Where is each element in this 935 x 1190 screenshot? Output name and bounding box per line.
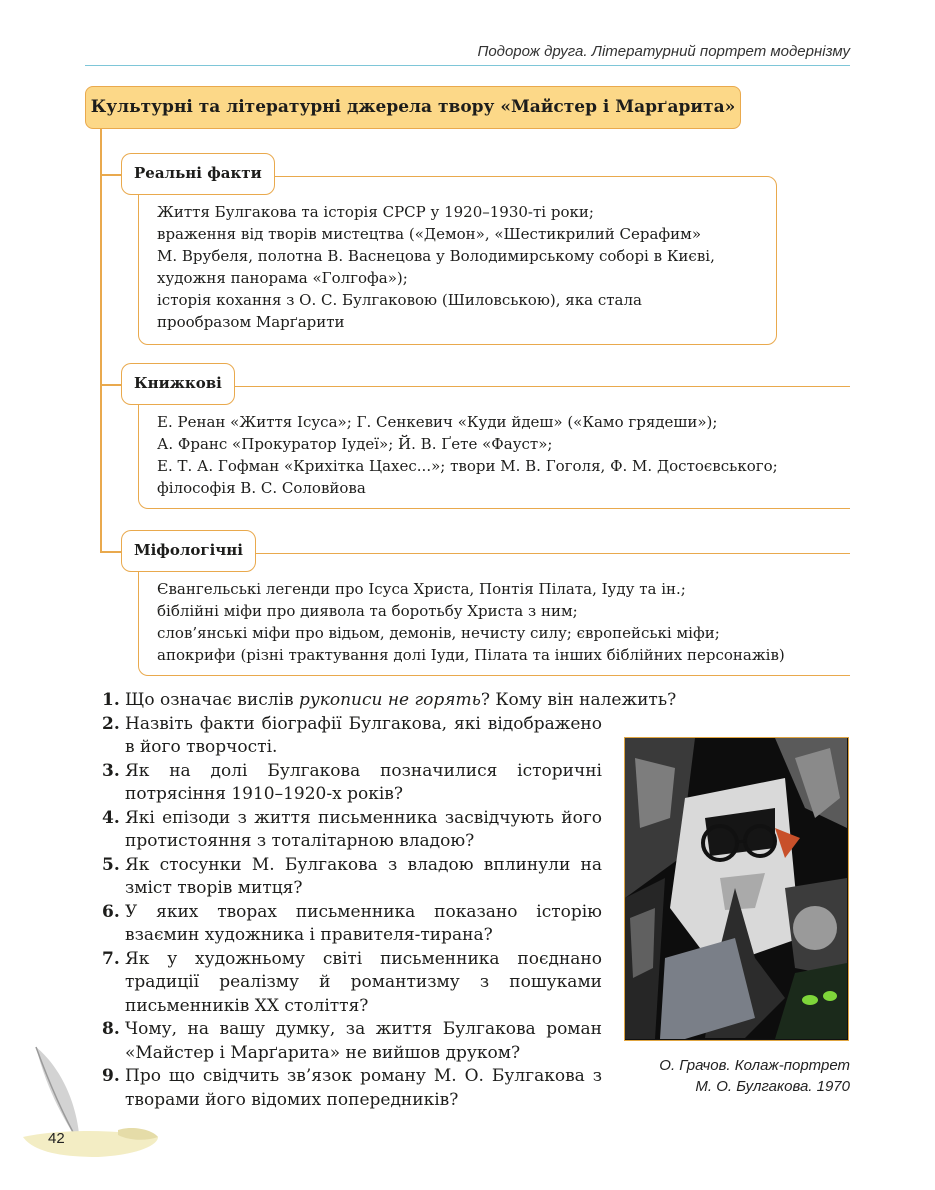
question-text: Про що свідчить зв’язок роману М. О. Булгакова з творами його відомих попередників? — [125, 1066, 602, 1110]
section-line: історія кохання з О. С. Булгаковою (Шиловською), яка стала — [157, 291, 642, 309]
section-label-mythological: Міфологічні — [121, 530, 256, 572]
question-number: 6. — [102, 901, 120, 922]
caption-line: О. Грачов. Колаж-портрет — [659, 1057, 850, 1074]
section-box-real-facts — [138, 176, 777, 345]
question-text: Як на долі Булгакова позначилися історичні потрясіння 1910–1920-х років? — [125, 760, 602, 804]
question-number: 1. — [102, 690, 120, 710]
quill-icon — [18, 1045, 168, 1165]
section-label-books: Книжкові — [121, 363, 235, 405]
section-line: Євангельські легенди про Ісуса Христа, Понтія Пілата, Іуду та ін.; — [157, 580, 686, 598]
question-text: Які епізоди з життя письменника засвідчують його протистояння з тоталітарною владою? — [125, 807, 602, 851]
illustration-caption — [600, 1055, 850, 1097]
question-item — [102, 948, 602, 1019]
question-item — [102, 713, 602, 760]
question-item — [102, 760, 602, 807]
question-number: 5. — [102, 854, 120, 875]
question-number: 9. — [102, 1066, 120, 1086]
question-number: 7. — [102, 948, 120, 969]
question-item — [102, 901, 602, 948]
question-text: Назвіть факти біографії Булгакова, які відображено в його творчості. — [125, 713, 602, 757]
section-line: слов’янські міфи про відьом, демонів, нечисту силу; європейські міфи; — [157, 624, 720, 642]
section-line: Життя Булгакова та історія СРСР у 1920–1930-ті роки; — [157, 203, 594, 221]
connector-mythological — [100, 551, 122, 553]
section-line: Е. Т. А. Гофман «Крихітка Цахес...»; твори М. В. Гоголя, Ф. М. Достоєвського; — [157, 457, 778, 475]
connector-books — [100, 384, 122, 386]
question-text: Як стосунки М. Булгакова з владою вплинули на зміст творів митця? — [125, 854, 602, 898]
collage-portrait-art — [625, 738, 847, 1039]
question-text: Чому, на вашу думку, за життя Булгакова роман «Майстер і Марґарита» не вийшов друком? — [125, 1019, 602, 1063]
question-text — [125, 689, 752, 713]
section-label-real-facts: Реальні факти — [121, 153, 275, 195]
questions-list — [102, 689, 677, 1112]
header-rule — [85, 65, 850, 66]
section-line: М. Врубеля, полотна В. Васнецова у Володимирському соборі в Києві, — [157, 247, 715, 265]
question-number: 8. — [102, 1019, 120, 1039]
section-line: філософія В. С. Соловйова — [157, 479, 366, 497]
page-number: 42 — [48, 1130, 65, 1147]
question-number: 2. — [102, 713, 120, 734]
section-line: художня панорама «Голгофа»); — [157, 269, 408, 287]
section-line: Е. Ренан «Життя Ісуса»; Г. Сенкевич «Куди йдеш» («Камо грядеши»); — [157, 413, 718, 431]
question-item — [102, 854, 602, 901]
section-line: апокрифи (різні трактування долі Іуди, Пілата та інших біблійних персонажів) — [157, 646, 785, 664]
section-line: біблійні міфи про диявола та боротьбу Христа з ним; — [157, 602, 578, 620]
tree-connector — [100, 129, 102, 552]
main-title: Культурні та літературні джерела твору «Майстер і Марґарита» — [85, 86, 741, 129]
question-item — [102, 807, 602, 854]
section-line: враження від творів мистецтва («Демон», «Шестикрилий Серафим» — [157, 225, 701, 243]
question-item — [102, 1018, 602, 1065]
collage-portrait-image — [624, 737, 849, 1041]
section-line: А. Франс «Прокуратор Іудеї»; Й. В. Ґете «Фауст»; — [157, 435, 553, 453]
section-line: прообразом Марґарити — [157, 313, 345, 331]
question-text: У яких творах письменника показано історію взаємин художника і правителя-тирана? — [125, 901, 602, 945]
question-item — [102, 1065, 602, 1112]
question-text-part: Що означає вислів — [125, 690, 299, 710]
question-number: 4. — [102, 807, 120, 828]
question-text: Як у художньому світі письменника поєднано традиції реалізму й романтизму з пошуками письменників ХХ століття? — [125, 948, 602, 1016]
section-box-books — [138, 386, 850, 509]
connector-real-facts — [100, 174, 122, 176]
question-text-part: ? Кому він належить? — [480, 690, 677, 710]
question-emphasis: рукописи не горять — [298, 690, 481, 710]
caption-line: М. О. Булгакова. 1970 — [695, 1078, 850, 1095]
running-title: Подорож друга. Літературний портрет модернізму — [477, 43, 850, 60]
question-item — [102, 689, 752, 713]
question-number: 3. — [102, 760, 120, 781]
